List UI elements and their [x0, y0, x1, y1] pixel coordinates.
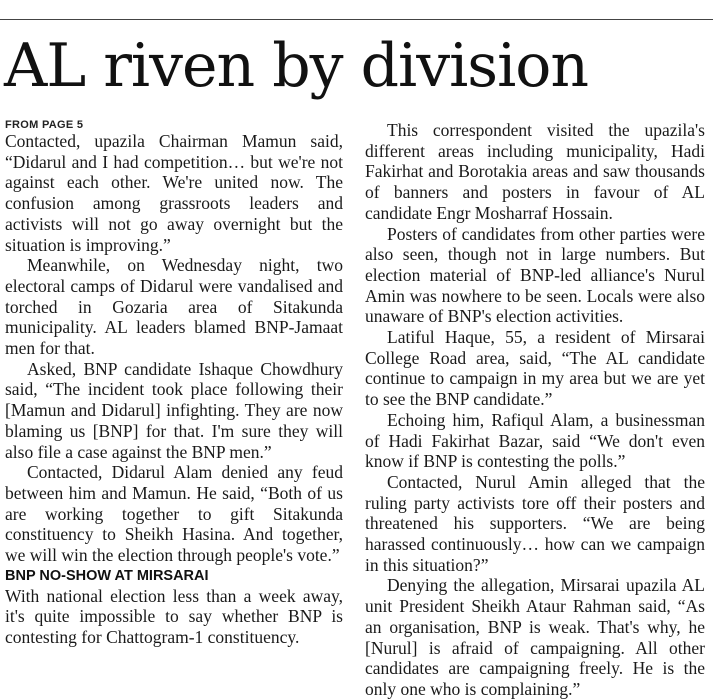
paragraph: Latiful Haque, 55, a resident of Mirsarai College Road area, said, “The AL candidate continue to campaign in my area but we are yet to see the BNP candidate.” [365, 327, 705, 410]
paragraph: Contacted, Didarul Alam denied any feud between him and Mamun. He said, “Both of us are working together to gift Sitakunda constituency to Sheikh Hasina. And together, we will win the election through people's vote.” [5, 462, 343, 566]
paragraph: Denying the allegation, Mirsarai upazila AL unit President Sheikh Ataur Rahman said, “As an organisation, BNP is weak. That's why, he [Nurul] is afraid of campaigning. All other candidates are campaigning freely. He is the only one who is complaining.” [365, 575, 705, 699]
paragraph: Echoing him, Rafiqul Alam, a businessman of Hadi Fakirhat Bazar, said “We don't even know if BNP is contesting the polls.” [365, 409, 705, 472]
paragraph: Contacted, upazila Chairman Mamun said, “Didarul and I had competition… but we're not against each other. We're united now. The confusion among grassroots leaders and activists will not go away overnight but the situation is improving.” [5, 131, 343, 255]
dateline: FROM PAGE 5 [5, 119, 84, 131]
top-rule [0, 19, 713, 20]
paragraph: With national election less than a week away, it's quite impossible to say whether BNP is contesting for Chattogram-1 constituency. [5, 585, 343, 648]
paragraph: Meanwhile, on Wednesday night, two electoral camps of Didarul were vandalised and torched in Gozaria area of Sitakunda municipality. AL leaders blamed BNP-Jamaat men for that. [5, 255, 343, 359]
left-column [5, 118, 343, 648]
paragraph: Contacted, Nurul Amin alleged that the ruling party activists tore off their posters and threatened his supporters. “We are being harassed continuously… how can we campaign in this situation?” [365, 471, 705, 575]
paragraph: Posters of candidates from other parties were also seen, though not in large numbers. But election material of BNP-led alliance's Nurul Amin was nowhere to be seen. Locals were also unaware of BNP's election activities. [365, 223, 705, 327]
paragraph: Asked, BNP candidate Ishaque Chowdhury said, “The incident took place following their [Mamun and Didarul] infighting. They are now blaming us [BNP] for that. I'm sure they will also file a case against the BNP men.” [5, 358, 343, 462]
subhead: BNP NO-SHOW AT MIRSARAI [5, 567, 209, 584]
headline: AL riven by division [4, 31, 589, 101]
right-column [365, 120, 705, 700]
paragraph: This correspondent visited the upazila's different areas including municipality, Hadi Fakirhat and Borotakia areas and saw thousands of banners and posters in favour of AL candidate Engr Mosharraf Hossain. [365, 120, 705, 223]
